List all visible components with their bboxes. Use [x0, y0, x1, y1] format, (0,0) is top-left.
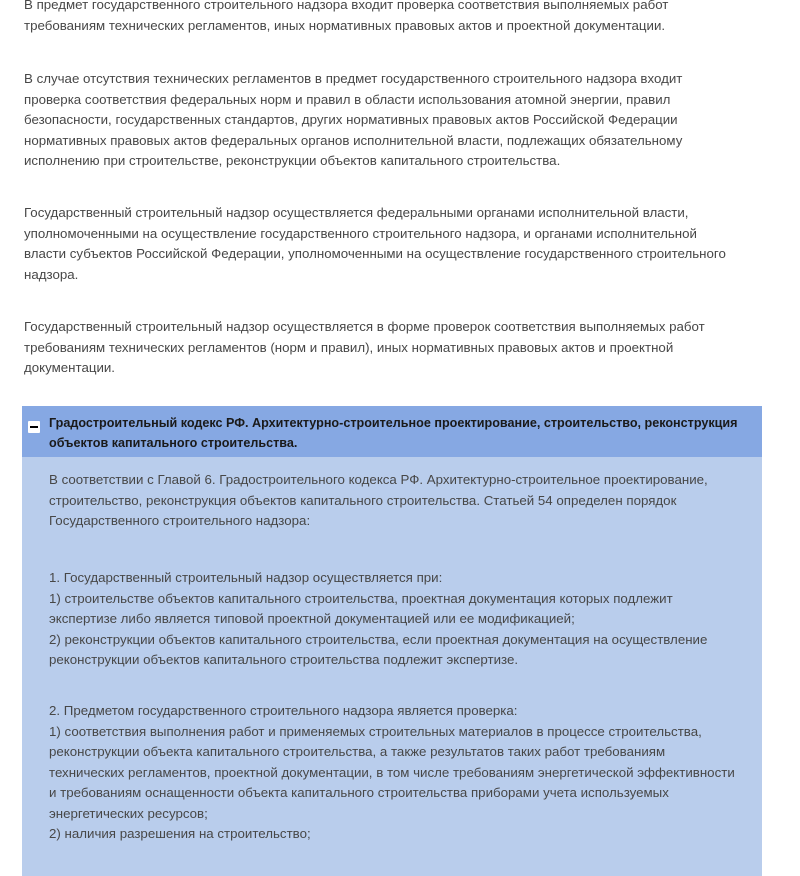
- text-line: 1. Государственный строительный надзор осуществляется при:: [49, 570, 443, 585]
- text-line: В случае отсутствия технических регламентов в предмет государственного строительного надзора входит: [24, 71, 683, 86]
- text-line: энергетических ресурсов;: [49, 805, 208, 821]
- text-line: проверка соответствия федеральных норм и правил в области использования атомной энергии, правил: [24, 91, 671, 107]
- text-line: 1) строительстве объектов капитального строительства, проектная документация которых подлежит: [49, 590, 673, 606]
- accordion-paragraph-3: [49, 701, 761, 845]
- paragraph-2: [24, 69, 764, 172]
- text-line: надзора.: [24, 266, 79, 282]
- text-line: В соответствии с Главой 6. Градостроительного кодекса РФ. Архитектурно-строительное проектирование,: [49, 472, 708, 487]
- text-line: 1) соответствия выполнения работ и применяемых строительных материалов в процессе строительства,: [49, 723, 702, 739]
- accordion-header[interactable]: [22, 406, 762, 457]
- text-line: уполномоченными на осуществление государственного строительного надзора, и органами исполнительной: [24, 225, 697, 241]
- text-line: строительство, реконструкция объектов капитального строительства. Статьей 54 определен порядок: [49, 492, 677, 508]
- text-line: безопасности, государственных стандартов, других нормативных правовых актов Российской Федерации: [24, 112, 678, 127]
- text-line: Государственный строительный надзор осуществляется федеральными органами исполнительной власти,: [24, 205, 689, 220]
- text-line: власти субъектов Российской Федерации, уполномоченными на осуществление государственного строительного: [24, 246, 726, 261]
- text-line: 2) реконструкции объектов капитального строительства, если проектная документация на осуществление: [49, 631, 708, 647]
- text-line: 2. Предметом государственного строительного надзора является проверка:: [49, 703, 518, 718]
- accordion-title[interactable]: [49, 414, 749, 453]
- text-line: реконструкции объектов капитального строительства подлежит экспертизе.: [49, 652, 519, 667]
- text-line: В предмет государственного строительного надзора входит проверка соответствия выполняемых работ: [24, 0, 669, 12]
- text-line: 2) наличия разрешения на строительство;: [49, 826, 311, 841]
- title-line: объектов капитального строительства.: [49, 435, 298, 450]
- text-line: требованиям технических регламентов, иных нормативных правовых актов и проектной документации.: [24, 17, 666, 33]
- text-line: технических регламентов, проектной документации, в том числе требованиям энергетической эффективности: [49, 764, 735, 780]
- text-line: Государственный строительный надзор осуществляется в форме проверок соответствия выполняемых работ: [24, 319, 705, 334]
- text-line: требованиям технических регламентов (норм и правил), иных нормативных правовых актов и проектной: [24, 339, 674, 355]
- title-line: Градостроительный кодекс РФ. Архитектурно-строительное проектирование, строительство, реконструкция: [49, 416, 738, 430]
- accordion-panel: [22, 406, 762, 876]
- text-line: нормативных правовых актов федеральных органов исполнительной власти, подлежащих обязательному: [24, 132, 683, 148]
- text-line: экспертизе либо является типовой проектной документацией или ее модификацией;: [49, 611, 575, 626]
- paragraph-4: [24, 317, 764, 379]
- text-line: Государственного строительного надзора:: [49, 513, 311, 528]
- paragraph-1: [24, 0, 764, 36]
- paragraph-3: [24, 203, 764, 285]
- text-line: и требованиям оснащенности объекта капитального строительства приборами учета используемых: [49, 785, 669, 800]
- accordion-paragraph-2: [49, 568, 761, 671]
- text-line: реконструкции объекта капитального строительства, а также результатов таких работ требованиям: [49, 744, 666, 759]
- minus-icon[interactable]: [28, 421, 40, 433]
- text-line: документации.: [24, 360, 116, 375]
- text-line: исполнению при строительстве, реконструкции объектов капитального строительства.: [24, 153, 561, 168]
- accordion-paragraph-1: [49, 470, 761, 532]
